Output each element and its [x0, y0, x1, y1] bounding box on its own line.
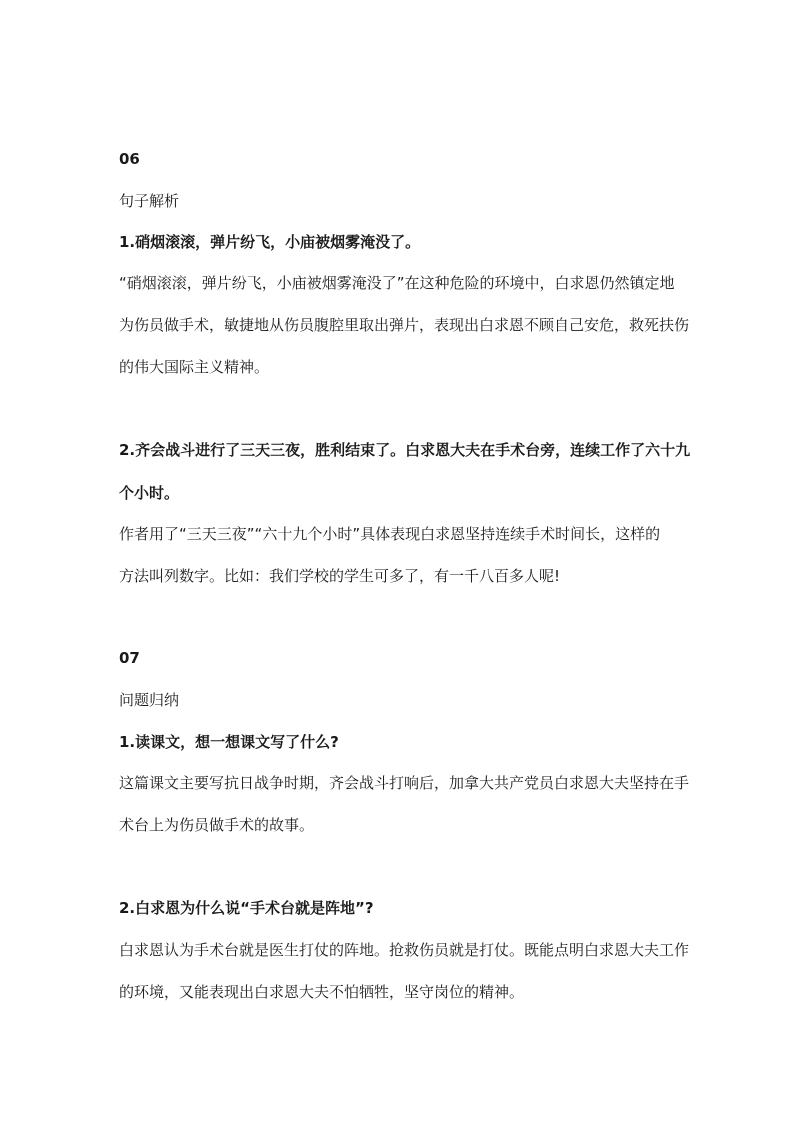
paragraph-line: 的环境，又能表现出白求恩大夫不怕牺牲，坚守岗位的精神。: [119, 983, 525, 1001]
section-number-06: 06: [119, 150, 140, 168]
section-heading-problem-summary: 问题归纳: [119, 691, 180, 709]
section-heading-sentence-analysis: 句子解析: [119, 192, 180, 210]
paragraph-line: 这篇课文主要写抗日战争时期，齐会战斗打响后，加拿大共产党员白求恩大夫坚持在手: [119, 774, 690, 792]
question-title-1: 1.读课文，想一想课文写了什么?: [119, 733, 339, 751]
paragraph-line: 术台上为伤员做手术的故事。: [119, 816, 315, 834]
question-title-1: 1.硝烟滚滚，弹片纷飞，小庙被烟雾淹没了。: [119, 233, 421, 251]
paragraph-line: 为伤员做手术，敏捷地从伤员腹腔里取出弹片，表现出白求恩不顾自己安危，救死扶伤: [119, 316, 690, 334]
paragraph-line: “硝烟滚滚，弹片纷飞，小庙被烟雾淹没了”在这种危险的环境中，白求恩仍然镇定地: [119, 274, 675, 292]
paragraph-line: 方法叫列数字。比如：我们学校的学生可多了，有一千八百多人呢!: [119, 567, 561, 585]
question-title-2-line: 2.齐会战斗进行了三天三夜，胜利结束了。白求恩大夫在手术台旁，连续工作了六十九: [119, 441, 691, 459]
paragraph-line: 的伟大国际主义精神。: [119, 358, 270, 376]
section-number-07: 07: [119, 649, 140, 667]
question-title-2: 2.白求恩为什么说“手术台就是阵地”?: [119, 899, 374, 917]
question-title-2-line: 个小时。: [119, 484, 180, 502]
paragraph-line: 作者用了“三天三夜”“六十九个小时”具体表现白求恩坚持连续手术时间长，这样的: [119, 525, 661, 543]
paragraph-line: 白求恩认为手术台就是医生打仗的阵地。抢救伤员就是打仗。既能点明白求恩大夫工作: [119, 941, 690, 959]
